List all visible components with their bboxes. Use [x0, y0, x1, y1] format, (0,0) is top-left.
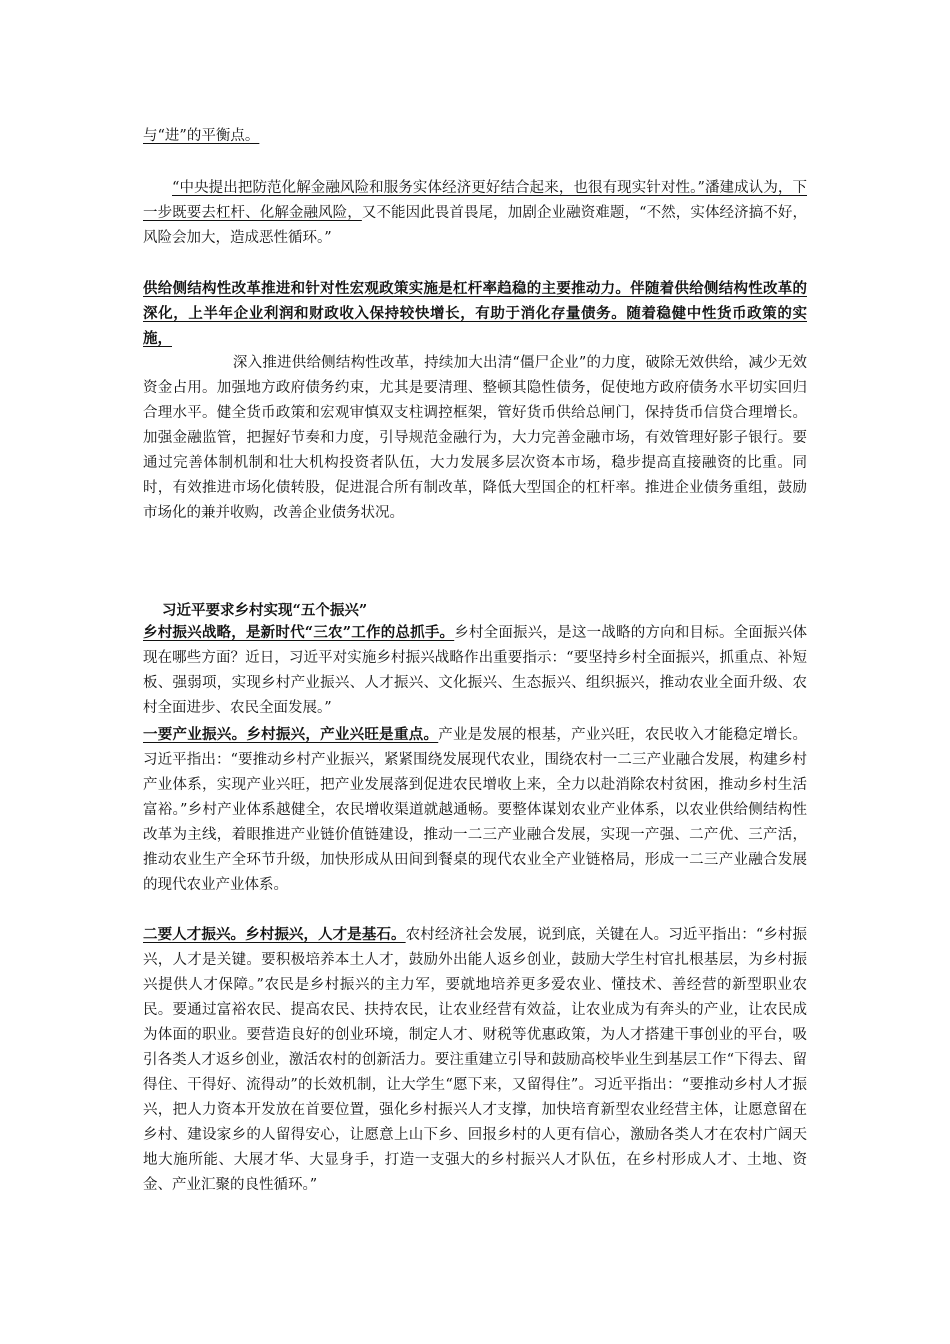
- paragraph-intro: [143, 620, 807, 721]
- paragraph-3: [143, 276, 807, 526]
- talent-lead: 二要人才振兴。乡村振兴，人才是基石。: [143, 926, 406, 943]
- industry-lead: 一要产业振兴。乡村振兴，产业兴旺是重点。: [143, 726, 439, 743]
- paragraph-1: 与“进”的平衡点。: [143, 128, 260, 144]
- bold-lead-sentence: 供给侧结构性改革推进和针对性宏观政策实施是杠杆率趋稳的主要推动力。伴随着供给侧结构性改革的深化，上半年企业利润和财政收入保持较快增长，有助于消化存量债务。随着稳健中性货币政策的实施，: [143, 280, 807, 347]
- intro-rest: 乡村全面振兴，是这一战略的方向和目标。全面振兴体现在哪些方面？近日，习近平对实施乡村振兴战略作出重要指示：“要坚持乡村全面振兴，抓重点、补短板、强弱项，实现乡村产业振兴、人才振兴、文化振兴、生态振兴、组织振兴，推动农业全面升级、农村全面进步、农民全面发展。”: [143, 625, 807, 716]
- paragraph-3-rest: 深入推进供给侧结构性改革，持续加大出清“僵尸企业”的力度，破除无效供给，减少无效资金占用。加强地方政府债务约束，尤其是要清理、整顿其隐性债务，促使地方政府债务水平切实回归合理水平。健全货币政策和宏观审慎双支柱调控框架，管好货币供给总闸门，保持货币信贷合理增长。加强金融监管，把握好节奏和力度，引导规范金融行为，大力完善金融市场，有效管理好影子银行。要通过完善体制机制和壮大机构投资者队伍，大力发展多层次资本市场，稳步提高直接融资的比重。同时，有效推进市场化债转股，促进混合所有制改革，降低大型国企的杠杆率。推进企业债务重组，鼓励市场化的兼并收购，改善企业债务状况。: [143, 355, 807, 521]
- intro-lead: 乡村振兴战略，是新时代“三农”工作的总抓手。: [143, 624, 455, 641]
- talent-rest: 农村经济社会发展，说到底，关键在人。习近平指出：“乡村振兴，人才是关键。要积极培养本土人才，鼓励外出能人返乡创业，鼓励大学生村官扎根基层，为乡村振兴提供人才保障。”农民是乡村振兴的主力军，要就地培养更多爱农业、懂技术、善经营的新型职业农民。要通过富裕农民、提高农民、扶持农民，让农业经营有效益，让农业成为有奔头的产业，让农民成为体面的职业。要营造良好的创业环境，制定人才、财税等优惠政策，为人才搭建干事创业的平台，吸引各类人才返乡创业，激活农村的创新活力。要注重建立引导和鼓励高校毕业生到基层工作“下得去、留得住、干得好、流得动”的长效机制，让大学生“愿下来，又留得住”。习近平指出：“要推动乡村人才振兴，把人力资本开发放在首要位置，强化乡村振兴人才支撑，加快培育新型农业经营主体，让愿意留在乡村、建设家乡的人留得安心，让愿意上山下乡、回报乡村的人更有信心，激励各类人才在农村广阔天地大施所能、大展才华、大显身手，打造一支强大的乡村振兴人才队伍，在乡村形成人才、土地、资金、产业汇聚的良性循环。”: [143, 927, 807, 1193]
- paragraph-2-rest: 又不能因此畏首畏尾，加剧企业融资难题，“不然，实体经济搞不好，风险会加大，造成恶性循环。”: [143, 205, 807, 246]
- paragraph-2: [143, 176, 807, 251]
- section-heading: 习近平要求乡村实现“五个振兴”: [162, 602, 368, 619]
- industry-rest: 产业是发展的根基，产业兴旺，农民收入才能稳定增长。习近平指出：“要推动乡村产业振兴，紧紧围绕发展现代农业，围绕农村一二三产业融合发展，构建乡村产业体系，实现产业兴旺，把产业发展落到促进农民增收上来，全力以赴消除农村贫困，推动乡村生活富裕。”乡村产业体系越健全，农民增收渠道就越通畅。要整体谋划农业产业体系，以农业供给侧结构性改革为主线，着眼推进产业链价值链建设，推动一二三产业融合发展，实现一产强、二产优、三产活，推动农业生产全环节升级，加快形成从田间到餐桌的现代农业全产业链格局，形成一二三产业融合发展的现代农业产业体系。: [143, 727, 808, 893]
- paragraph-industry: [143, 722, 807, 898]
- paragraph-talent: [143, 922, 807, 1198]
- underlined-quote: “中央提出把防范化解金融风险和服务实体经济更好结合起来，也很有现实针对性。”潘建成认为，下一步既要去杠杆、化解金融风险，: [143, 180, 807, 221]
